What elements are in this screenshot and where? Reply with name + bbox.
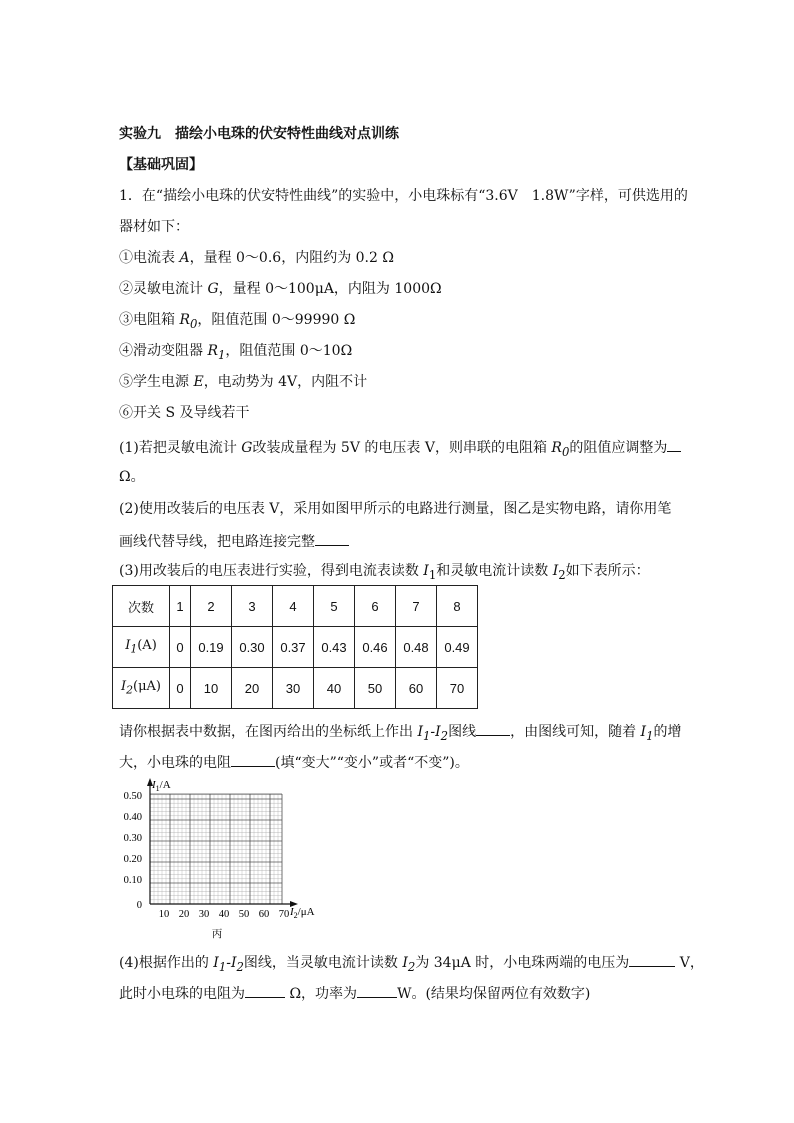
question-intro-line1: 1．在“描绘小电珠的伏安特性曲线”的实验中，小电珠标有“3.6V 1.8W”字样，可供选用的 [119, 188, 688, 204]
table-cell: 1 [170, 586, 191, 627]
answer-blank[interactable] [667, 437, 681, 452]
table-header-cell: $I_1(A)$ [113, 627, 170, 668]
y-tick-label: 0.20 [123, 854, 142, 865]
table-row [113, 668, 478, 709]
y-tick-label: 0.30 [123, 833, 142, 844]
table-cell: 0 [170, 668, 191, 709]
subquestion-2-line2: 画线代替导线，把电路连接完整 [119, 531, 349, 551]
table-cell: 10 [191, 668, 232, 709]
x-tick-label: 70 [278, 909, 290, 920]
figure-caption: 丙 [211, 929, 223, 940]
equipment-item: ⑥开关 S 及导线若干 [119, 405, 250, 421]
answer-blank[interactable] [357, 983, 397, 998]
table-cell: 3 [232, 586, 273, 627]
question-intro-line2: 器材如下： [119, 219, 189, 235]
table-cell: 8 [437, 586, 478, 627]
y-tick-label: 0 [136, 900, 142, 911]
table-cell: 0 [170, 627, 191, 668]
answer-blank[interactable] [315, 531, 349, 546]
y-axis-label: $I_1/A$ [152, 779, 171, 793]
table-cell: 0.49 [437, 627, 478, 668]
answer-blank[interactable] [245, 983, 285, 998]
table-cell: 0.30 [232, 627, 273, 668]
table-cell: 20 [232, 668, 273, 709]
table-header-cell: $I_2(\mu A)$ [113, 668, 170, 709]
equipment-item: ①电流表 A，量程 0～0.6，内阻约为 0.2 Ω [119, 250, 394, 266]
table-header-cell: 次数 [113, 586, 170, 627]
table-row [113, 586, 478, 627]
equipment-item: ⑤学生电源 E，电动势为 4V，内阻不计 [119, 374, 368, 390]
equipment-item: ③电阻箱 $R_0$，阻值范围 0～99990 Ω [119, 312, 356, 331]
table-cell: 30 [273, 668, 314, 709]
subquestion-3-instruction-line1: 请你根据表中数据，在图丙给出的坐标纸上作出 $I_1-I_2$图线 ，由图线可知，随着 $I_1$的增 [119, 721, 682, 745]
x-tick-label: 50 [238, 909, 250, 920]
major-grid [150, 794, 282, 904]
table-cell: 6 [355, 586, 396, 627]
subquestion-1-unit: Ω。 [119, 469, 145, 485]
table-cell: 0.37 [273, 627, 314, 668]
table-cell: 0.43 [314, 627, 355, 668]
y-tick-label: 0.50 [123, 791, 142, 802]
subquestion-2-line1: (2)使用改装后的电压表 V，采用如图甲所示的电路进行测量，图乙是实物电路，请你用笔 [119, 501, 672, 517]
table-cell: 70 [437, 668, 478, 709]
subquestion-4-line1: (4)根据作出的 $I_1-I_2$图线，当灵敏电流计读数 $I_2$为 34μA 时，小电珠两端的电压为 V， [119, 952, 704, 976]
subquestion-3: (3)用改装后的电压表进行实验，得到电流表读数 $I_1$和灵敏电流计读数 $I_2$如下表所示： [119, 563, 650, 582]
x-axis-label: $I_2/\mu A$ [290, 906, 315, 920]
worksheet-title: 实验九 描绘小电珠的伏安特性曲线对点训练 [119, 126, 399, 142]
y-tick-label: 0.40 [123, 812, 142, 823]
x-tick-label: 30 [198, 909, 210, 920]
table-cell: 7 [396, 586, 437, 627]
x-tick-label: 60 [258, 909, 270, 920]
y-tick-label: 0.10 [123, 875, 142, 886]
subquestion-4-line2: 此时小电珠的电阻为 Ω，功率为 W。(结果均保留两位有效数字) [119, 983, 590, 1003]
answer-blank[interactable] [231, 752, 275, 767]
section-heading: 【基础巩固】 [119, 157, 203, 173]
table-cell: 0.46 [355, 627, 396, 668]
data-table [112, 585, 478, 709]
x-tick-label: 20 [178, 909, 190, 920]
table-cell: 50 [355, 668, 396, 709]
x-tick-label: 10 [158, 909, 170, 920]
equipment-item: ④滑动变阻器 $R_1$，阻值范围 0～10Ω [119, 343, 353, 362]
table-cell: 2 [191, 586, 232, 627]
subquestion-3-instruction-line2: 大，小电珠的电阻 (填“变大”“变小”或者“不变”)。 [119, 752, 469, 772]
answer-blank[interactable] [629, 952, 675, 967]
equipment-item: ②灵敏电流计 G，量程 0～100μA，内阻为 1000Ω [119, 281, 442, 297]
table-cell: 60 [396, 668, 437, 709]
table-cell: 40 [314, 668, 355, 709]
subquestion-1: (1)若把灵敏电流计 G改装成量程为 5V 的电压表 V，则串联的电阻箱 $R_0$的阻值应调整为 [119, 437, 681, 461]
table-row [113, 627, 478, 668]
table-cell: 0.48 [396, 627, 437, 668]
answer-blank[interactable] [476, 721, 510, 736]
table-cell: 4 [273, 586, 314, 627]
x-tick-label: 40 [218, 909, 230, 920]
coordinate-grid-figure [112, 776, 327, 942]
table-cell: 0.19 [191, 627, 232, 668]
table-cell: 5 [314, 586, 355, 627]
